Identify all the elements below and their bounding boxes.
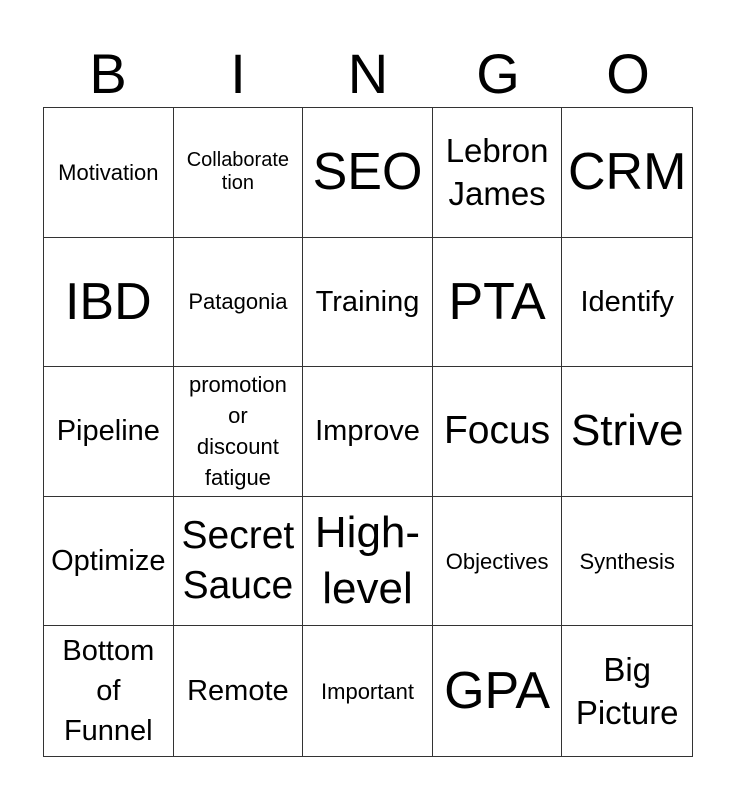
cell-text: SEO [312, 143, 423, 202]
bingo-cell[interactable] [303, 497, 433, 627]
bingo-cell[interactable] [303, 626, 433, 756]
cell-text: Big Picture [575, 651, 679, 732]
cell-text: IBD [64, 272, 152, 331]
header-letter-b: B [89, 42, 127, 105]
bingo-cell[interactable] [303, 367, 433, 497]
bingo-cell[interactable] [562, 497, 692, 627]
cell-text: Identify [580, 285, 674, 318]
bingo-cell[interactable] [174, 626, 304, 756]
bingo-cell[interactable] [44, 238, 174, 368]
cell-text: Optimize [51, 545, 166, 578]
cell-text: CRM [567, 143, 687, 202]
bingo-cell[interactable] [303, 238, 433, 368]
bingo-cell[interactable] [44, 626, 174, 756]
bingo-cell[interactable] [174, 108, 304, 238]
cell-text: Remote [187, 675, 289, 708]
cell-text: Motivation [58, 159, 159, 185]
bingo-cell[interactable] [562, 108, 692, 238]
bingo-cell[interactable] [174, 367, 304, 497]
cell-text: Objectives [445, 548, 549, 574]
bingo-cell[interactable] [174, 497, 304, 627]
bingo-cell[interactable] [562, 238, 692, 368]
header-letter-o: O [606, 42, 650, 105]
cell-text: GPA [444, 662, 551, 721]
bingo-cell[interactable] [433, 626, 563, 756]
cell-text: Focus [443, 409, 551, 453]
bingo-card-grid [43, 107, 693, 757]
cell-text: Strive [570, 406, 684, 456]
bingo-cell[interactable] [433, 108, 563, 238]
bingo-cell[interactable] [44, 497, 174, 627]
bingo-cell[interactable] [303, 108, 433, 238]
bingo-cell[interactable] [174, 238, 304, 368]
header-letter-g: G [476, 42, 520, 105]
cell-text: Patagonia [188, 289, 288, 315]
bingo-cell[interactable] [44, 108, 174, 238]
bingo-cell[interactable] [433, 238, 563, 368]
cell-text: Training [315, 285, 420, 318]
bingo-cell[interactable] [562, 626, 692, 756]
cell-text: PTA [448, 272, 546, 331]
cell-text: Secret Sauce [181, 514, 295, 608]
cell-text: Lebron James [445, 132, 549, 213]
cell-text: Pipeline [56, 415, 160, 448]
bingo-cell[interactable] [44, 367, 174, 497]
cell-text: Synthesis [579, 548, 675, 574]
header-letter-n: N [347, 42, 389, 105]
bingo-cell[interactable] [562, 367, 692, 497]
cell-text: Collaborate tion [186, 149, 290, 195]
bingo-cell[interactable] [433, 367, 563, 497]
cell-text: Important [321, 678, 414, 704]
bingo-cell[interactable] [433, 497, 563, 627]
cell-text: High- level [314, 508, 421, 614]
header-letter-i: I [230, 42, 246, 105]
cell-text: promotion or discount fatigue [188, 372, 287, 491]
bingo-header [43, 40, 693, 108]
cell-text: Bottom of Funnel [62, 635, 155, 748]
cell-text: Improve [315, 415, 420, 448]
